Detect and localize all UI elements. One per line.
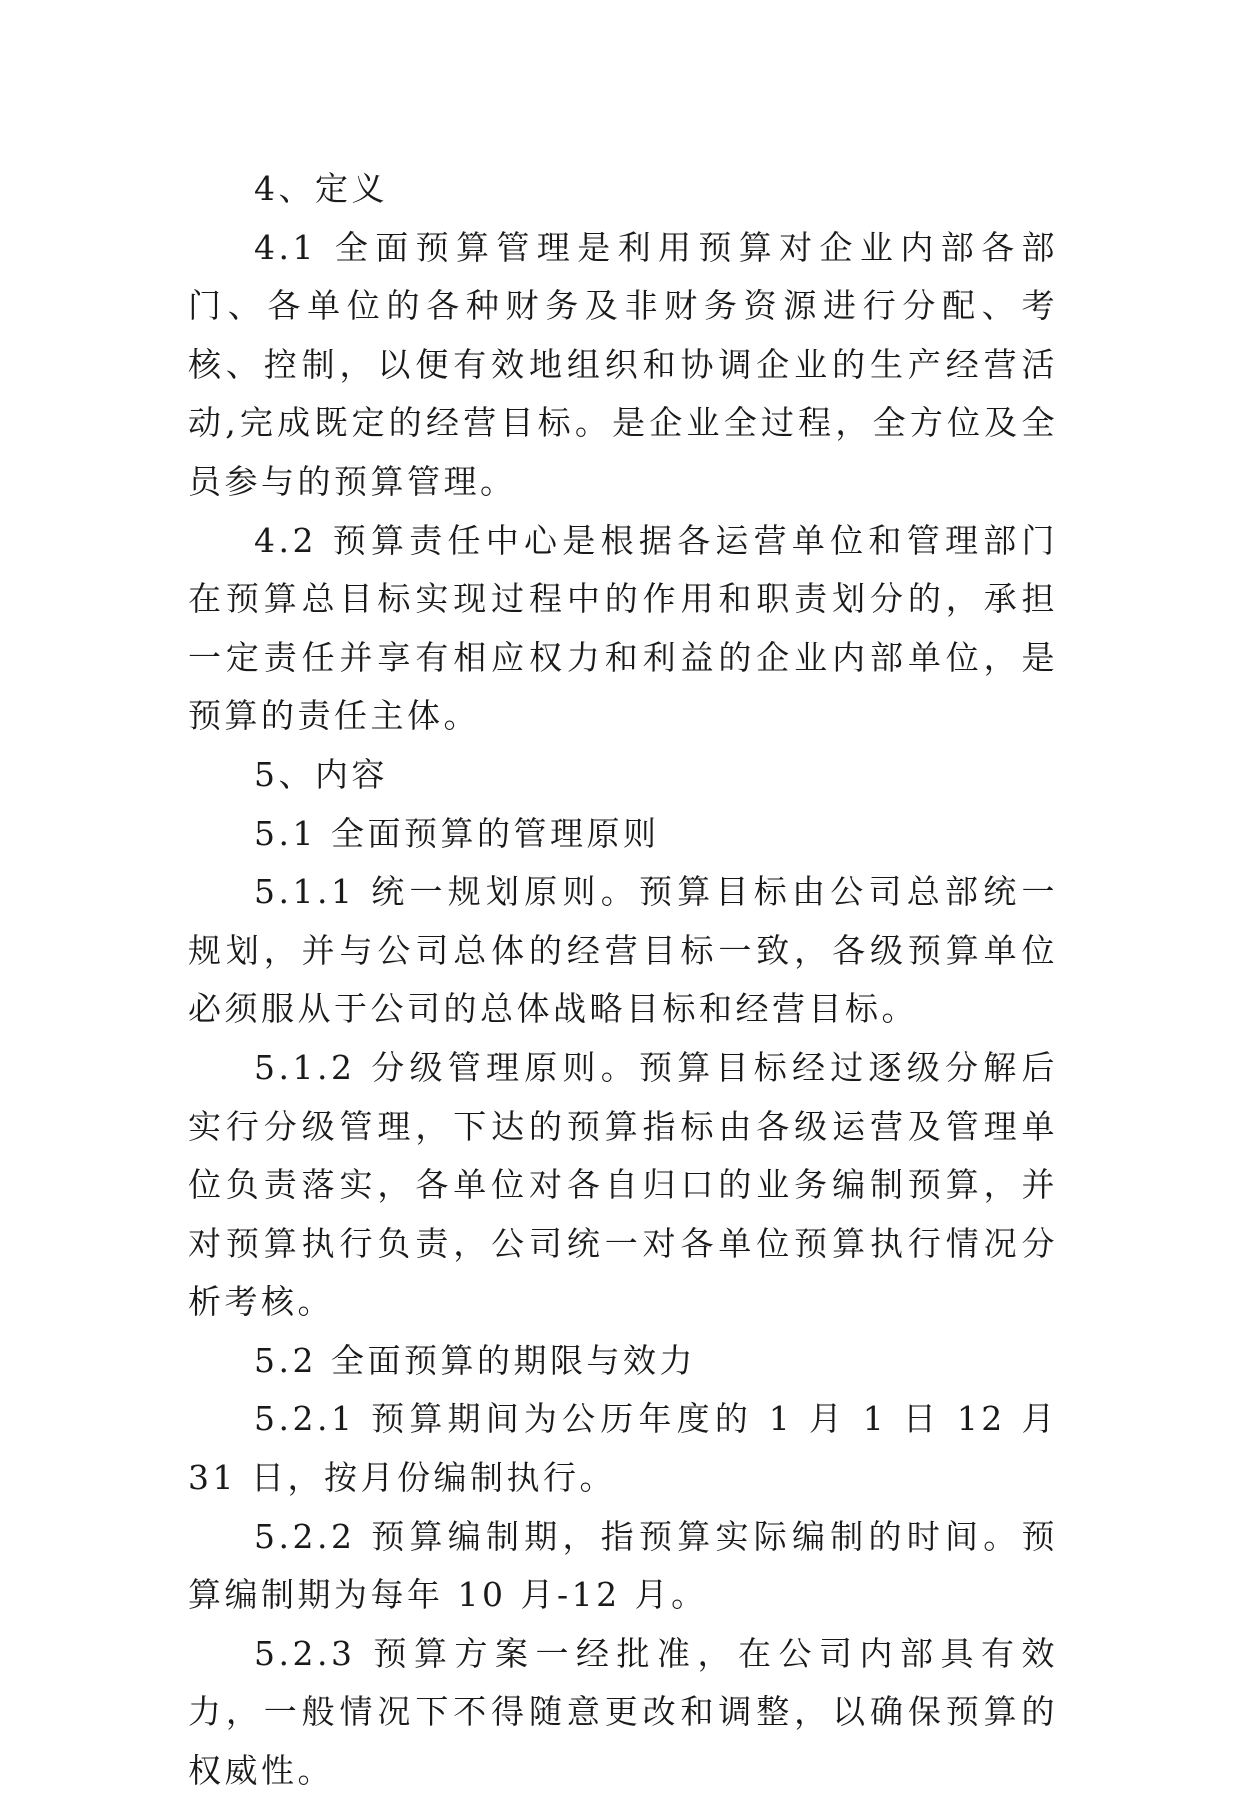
clause-5-1-heading: 5.1 全面预算的管理原则	[254, 813, 660, 853]
clause-4-2: 4.2 预算责任中心是根据各运营单位和管理部门在预算总目标实现过程中的作用和职责划分的，承担一定责任并享有相应权力和利益的企业内部单位，是预算的责任主体。	[188, 520, 1058, 736]
clause-5-2-1: 5.2.1 预算期间为公历年度的 1 月 1 日 12 月 31 日，按月份编制执行。	[188, 1399, 1058, 1498]
clause-5-2-heading: 5.2 全面预算的期限与效力	[254, 1340, 696, 1380]
section-heading-content: 5、内容	[254, 754, 388, 794]
document-body	[188, 160, 1058, 1801]
clause-5-2-2: 5.2.2 预算编制期，指预算实际编制的时间。预算编制期为每年 10 月-12 月。	[188, 1516, 1058, 1615]
clause-5-1-2: 5.1.2 分级管理原则。预算目标经过逐级分解后实行分级管理，下达的预算指标由各级运营及管理单位负责落实，各单位对各自归口的业务编制预算，并对预算执行负责，公司统一对各单位预算执行情况分析考核。	[188, 1047, 1058, 1322]
clause-5-1-1: 5.1.1 统一规划原则。预算目标由公司总部统一规划，并与公司总体的经营目标一致，各级预算单位必须服从于公司的总体战略目标和经营目标。	[188, 872, 1058, 1029]
clause-4-1: 4.1 全面预算管理是利用预算对企业内部各部门、各单位的各种财务及非财务资源进行分配、考核、控制，以便有效地组织和协调企业的生产经营活动,完成既定的经营目标。是企业全过程，全方位及全员参与的预算管理。	[188, 227, 1058, 501]
section-heading-definition: 4、定义	[254, 169, 388, 208]
clause-5-2-3: 5.2.3 预算方案一经批准，在公司内部具有效力，一般情况下不得随意更改和调整，以确保预算的权威性。	[188, 1633, 1058, 1791]
